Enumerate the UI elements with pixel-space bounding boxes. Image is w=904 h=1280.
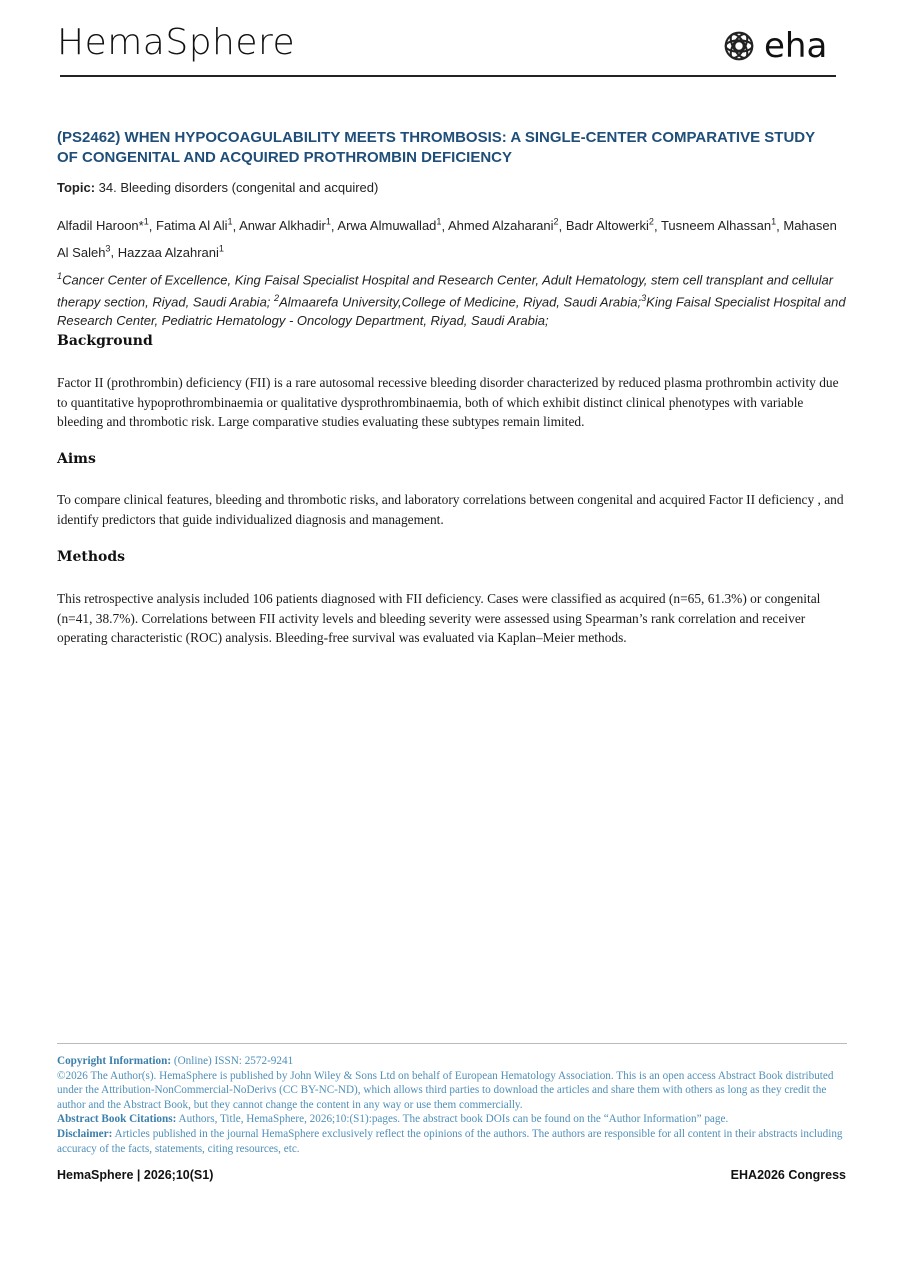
disclaimer-line (57, 1127, 852, 1156)
disclaimer-label: Disclaimer: (57, 1127, 113, 1140)
author-name: Fatima Al Ali (156, 218, 228, 234)
affiliation-text: Almaarefa University,College of Medicine, Riyad, Saudi Arabia; (279, 294, 642, 310)
author-list: Alfadil Haroon*$^1$, Fatima Al Ali$^1$, Anwar Alkhadir$^1$, Arwa Almuwallad$^1$, Ahmed Alzaharani$^2$, Badr Altowerki$^2$, Tusneem Alhassan$^1$, Mahasen Al Saleh$^3$, Hazzaa Alzahrani$^1$ (57, 217, 837, 260)
journal-reference: HemaSphere | 2026;10(S1) (57, 1168, 214, 1182)
citations-line (57, 1112, 852, 1127)
author-entry (239, 218, 331, 233)
author-entry (661, 218, 776, 233)
author-affiliation-mark: 1 (218, 243, 224, 254)
footer-divider (57, 1043, 847, 1044)
aims-body: To compare clinical features, bleeding and thrombotic risks, and laboratory correlations between congenital and acquired Factor II deficiency , and identify predictors that guide individualized diagnosis and management. (57, 492, 844, 527)
author-entry (156, 218, 233, 233)
citations-label: Abstract Book Citations: (57, 1113, 177, 1126)
copyright-line (57, 1054, 852, 1069)
author-entry (118, 245, 224, 260)
eha-logo-text: eha (764, 26, 828, 66)
affiliation-mark: 2 (274, 293, 280, 304)
aims-heading: Aims (57, 451, 96, 467)
author-affiliation-mark: 3 (105, 243, 111, 254)
copyright-value: (Online) ISSN: 2572-9241 (173, 1055, 294, 1067)
congress-label: EHA2026 Congress (730, 1168, 846, 1182)
author-affiliation-mark: 1 (143, 217, 149, 227)
eha-knot-icon (720, 27, 758, 65)
author-affiliation-mark: 1 (436, 217, 442, 227)
author-name: Ahmed Alzaharani (448, 218, 554, 234)
author-name: Anwar Alkhadir (239, 218, 326, 234)
methods-body: This retrospective analysis included 106 patients diagnosed with FII deficiency. Cases were classified as acquired (n=65, 61.3%) or congenital (n=41, 38.7%). Correlations between FII activity levels and bleeding severity were assessed using Spearman’s rank correlation and receiver operating characteristic (ROC) analysis. Bleeding-free survival was evaluated via Kaplan–Meier methods. (57, 591, 821, 645)
topic-label: Topic: (57, 180, 96, 195)
author-name: Tusneem Alhassan (660, 218, 772, 234)
affiliation-text: King Faisal Specialist Hospital and Research Center, Pediatric Hematology - Oncology Department, Riyad, Saudi Arabia; (57, 294, 846, 328)
author-affiliation-mark: 1 (325, 217, 331, 227)
footer-legal (57, 1054, 852, 1156)
methods-heading: Methods (57, 549, 126, 565)
disclaimer-value: Articles published in the journal HemaSphere exclusively reflect the opinions of the authors. The authors are responsible for all content in their abstracts including accuracy of the facts, statements, citing resources, etc. (57, 1127, 843, 1155)
background-body: Factor II (prothrombin) deficiency (FII) is a rare autosomal recessive bleeding disorder characterized by reduced plasma prothrombin activity due to quantitative hypoprothrombinaemia or qualitative dysprothrombinaemia, both of which exhibit distinct clinical phenotypes with variable bleeding and thrombotic risk. Large comparative studies evaluating these subtypes remain limited. (57, 375, 839, 429)
topic-line (57, 180, 378, 195)
affiliation-mark: 1 (57, 271, 63, 281)
author-name: Hazzaa Alzahrani (117, 244, 219, 260)
author-affiliation-mark: 1 (227, 217, 233, 227)
abstract-title: (PS2462) WHEN HYPOCOAGULABILITY MEETS THROMBOSIS: A SINGLE-CENTER COMPARATIVE STUDY OF CONGENITAL AND ACQUIRED PROTHROMBIN DEFICIENCY (57, 129, 815, 166)
author-affiliation-mark: 1 (771, 217, 777, 227)
citations-value: Authors, Title, HemaSphere, 2026;10:(S1):pages. The abstract book DOIs can be found on the “Author Information” page. (178, 1113, 729, 1126)
license-text: ©2026 The Author(s). HemaSphere is published by John Wiley & Sons Ltd on behalf of European Hematology Association. This is an open access Abstract Book distributed under the Attribution-NonCommercial-NoDerivs (CC BY-NC-ND), which allows third parties to download the articles and share them with others as long as they credit the author and the Abstract Book, but they cannot change the content in any way or use them commercially. (57, 1069, 834, 1111)
author-entry (566, 218, 654, 233)
author-name: Mahasen Al Saleh (57, 218, 837, 260)
author-entry (448, 218, 559, 233)
author-affiliation-mark: 2 (648, 217, 654, 227)
affiliation-list (57, 267, 847, 330)
background-heading: Background (57, 333, 153, 349)
header-divider (60, 75, 836, 77)
eha-logo (720, 24, 840, 68)
author-affiliation-mark: 2 (553, 217, 559, 227)
author-name: Alfadil Haroon* (57, 218, 144, 234)
copyright-label: Copyright Information: (57, 1055, 172, 1067)
author-name: Arwa Almuwallad (337, 218, 437, 234)
journal-brand-title: HemaSphere (57, 22, 296, 63)
affiliation-text: Cancer Center of Excellence, King Faisal Specialist Hospital and Research Center, Adult Hematology, stem cell transplant and cellular therapy section, Riyad, Saudi Arabia; (57, 272, 834, 310)
author-name: Badr Altowerki (565, 218, 649, 234)
author-entry (337, 218, 441, 233)
affiliation-mark: 3 (641, 293, 647, 304)
author-entry (57, 218, 149, 233)
topic-value: 34. Bleeding disorders (congenital and acquired) (98, 180, 379, 195)
